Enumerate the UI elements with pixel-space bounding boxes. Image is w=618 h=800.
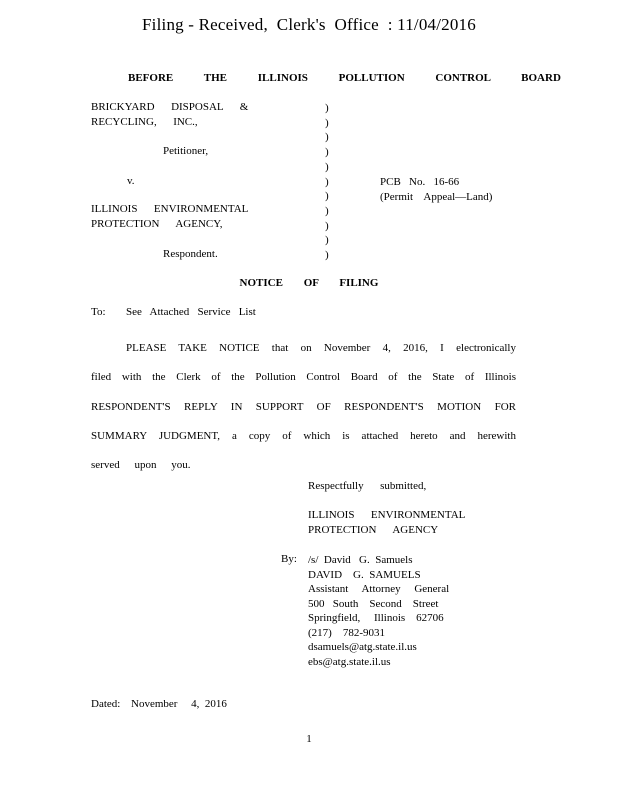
to-label: To:: [91, 306, 106, 318]
petitioner-name-line1: BRICKYARD DISPOSAL &: [91, 101, 249, 113]
signature-block: [308, 553, 449, 669]
signature-email: dsamuels@atg.state.il.us: [308, 641, 417, 653]
case-type: (Permit Appeal—Land): [380, 191, 493, 203]
caption-paren: ): [325, 249, 329, 262]
notice-title: NOTICE OF FILING: [239, 277, 379, 289]
signature-line: Springfield, Illinois 62706: [308, 612, 444, 624]
tribunal-heading: BEFORE THE ILLINOIS POLLUTION CONTROL BOARD: [128, 72, 561, 84]
body-line: served upon you.: [91, 459, 191, 472]
respondent-name-line2: PROTECTION AGENCY,: [91, 218, 223, 230]
caption-paren: ): [325, 190, 329, 203]
case-info: [380, 175, 492, 205]
dated-label: Dated:: [91, 698, 121, 710]
signatory-org-line1: ILLINOIS ENVIRONMENTAL: [308, 509, 466, 521]
respondent-role: Respondent.: [163, 248, 218, 260]
body-line: SUMMARY JUDGMENT, a copy of which is attached hereto and herewith: [91, 429, 516, 442]
caption-paren: ): [325, 131, 329, 144]
signature-email: ebs@atg.state.il.us: [308, 655, 391, 668]
body-line: filed with the Clerk of the Pollution Control Board of the State of Illinois: [91, 371, 516, 384]
caption-paren: ): [325, 146, 329, 159]
by-label: By:: [281, 553, 297, 565]
caption-paren: ): [325, 234, 329, 247]
versus-label: v.: [127, 175, 135, 187]
petitioner-name-line2: RECYCLING, INC.,: [91, 116, 198, 128]
dated-value: November 4, 2016: [131, 698, 227, 710]
respondent-name-line1: ILLINOIS ENVIRONMENTAL: [91, 203, 249, 215]
to-value: See Attached Service List: [126, 306, 256, 318]
notice-body: [91, 334, 516, 480]
petitioner-role: Petitioner,: [163, 145, 209, 157]
filing-stamp: Filing - Received, Clerk's Office : 11/04/2016: [142, 15, 476, 34]
page-number: 1: [306, 733, 312, 745]
caption-parentheses: [325, 101, 335, 263]
caption-paren: ): [325, 175, 329, 188]
caption-paren: ): [325, 219, 329, 232]
caption-paren: ): [325, 160, 329, 173]
caption-paren: ): [325, 102, 329, 114]
case-number: PCB No. 16-66: [380, 176, 460, 188]
signature-line: Assistant Attorney General: [308, 583, 450, 595]
caption-paren: ): [325, 204, 329, 217]
signature-line: /s/ David G. Samuels: [308, 554, 413, 566]
body-line: RESPONDENT'S REPLY IN SUPPORT OF RESPONDENT'S MOTION FOR: [91, 400, 516, 413]
caption-paren: ): [325, 116, 329, 129]
signature-line: DAVID G. SAMUELS: [308, 568, 421, 581]
signatory-org-line2: PROTECTION AGENCY: [308, 524, 439, 536]
closing: Respectfully submitted,: [308, 480, 427, 492]
signature-line: (217) 782-9031: [308, 626, 385, 639]
signature-line: 500 South Second Street: [308, 597, 439, 610]
body-line: PLEASE TAKE NOTICE that on November 4, 2016, I electronically: [126, 342, 516, 354]
